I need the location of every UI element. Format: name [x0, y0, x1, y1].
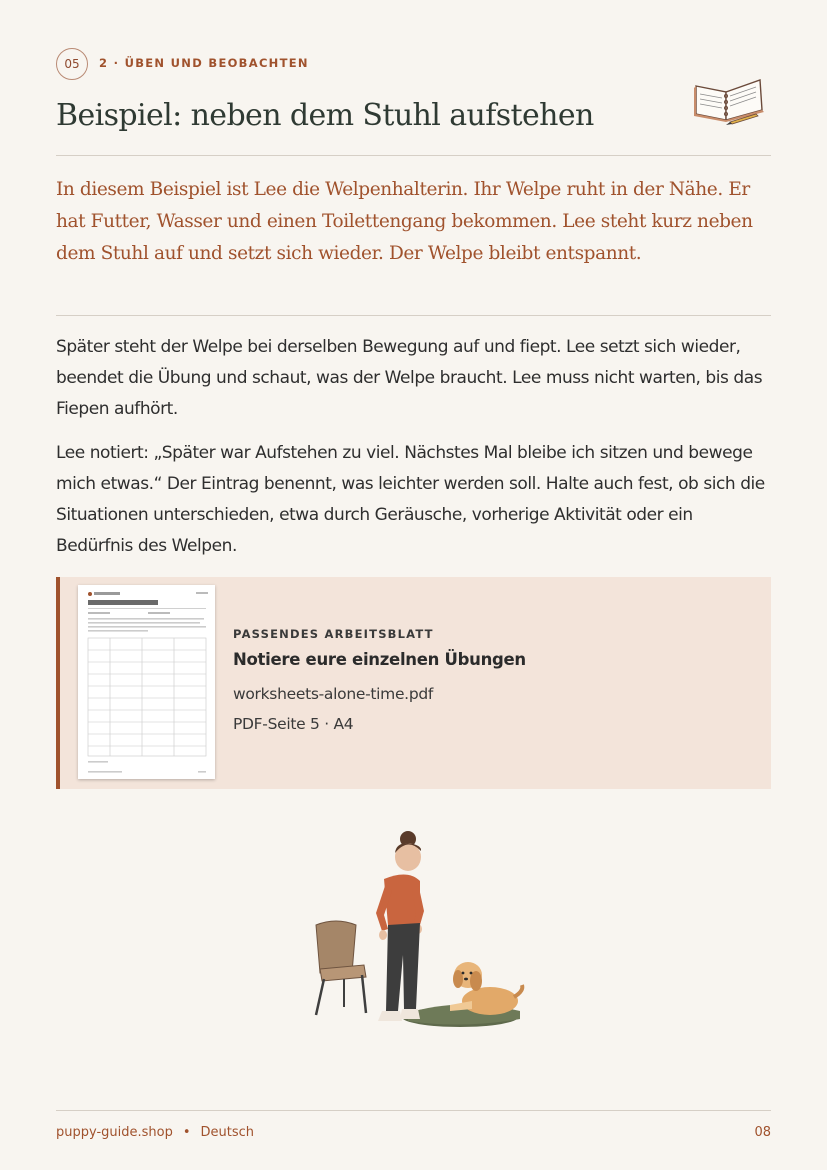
chapter-number-badge: 05	[56, 48, 88, 80]
footer-site-link[interactable]: puppy-guide.shop	[56, 1125, 173, 1140]
worksheet-filename[interactable]: worksheets-alone-time.pdf	[233, 685, 434, 703]
body-paragraph-2: Lee notiert: „Später war Aufstehen zu viel. Nächstes Mal bleibe ich sitzen und bewege mich etwas.“ Der Eintrag benennt, was leichter werden soll. Halte auch fest, ob sich die Situationen unterschieden, etwa durch Geräusche, vorherige Aktivität oder ein Bedürfnis des Welpen.	[56, 443, 765, 556]
footer-divider	[56, 1110, 771, 1111]
title-divider	[56, 155, 771, 156]
lead-divider	[56, 315, 771, 316]
footer-language: Deutsch	[200, 1125, 255, 1140]
worksheet-thumbnail[interactable]	[78, 585, 215, 779]
woman-figure	[376, 831, 424, 1021]
footer-separator: •	[182, 1125, 191, 1140]
worksheet-page-info: PDF-Seite 5 · A4	[233, 715, 354, 733]
worksheet-eyebrow: PASSENDES ARBEITSBLATT	[233, 627, 434, 641]
footer-site	[56, 1125, 254, 1140]
worksheet-callout[interactable]	[56, 577, 771, 789]
chair-icon	[316, 921, 366, 1015]
chapter-label: 2 · ÜBEN UND BEOBACHTEN	[99, 56, 309, 70]
body-paragraph-1: Später steht der Welpe bei derselben Bewegung auf und fiept. Lee setzt sich wieder, beendet die Übung und schaut, was der Welpe braucht. Lee muss nicht warten, bis das Fiepen aufhört.	[56, 337, 763, 419]
page-title: Beispiel: neben dem Stuhl aufstehen	[56, 98, 594, 133]
woman-puppy-chair-illustration	[300, 825, 535, 1035]
page-header	[56, 48, 771, 80]
puppy-figure	[450, 962, 522, 1015]
open-notebook-icon	[690, 72, 768, 126]
lead-paragraph: In diesem Beispiel ist Lee die Welpenhalterin. Ihr Welpe ruht in der Nähe. Er hat Futter, Wasser und einen Toilettengang bekommen. Lee steht kurz neben dem Stuhl auf und setzt sich wieder. Der Welpe bleibt entspannt.	[56, 179, 753, 264]
page-number: 08	[754, 1125, 771, 1140]
worksheet-title[interactable]: Notiere eure einzelnen Übungen	[233, 650, 526, 669]
